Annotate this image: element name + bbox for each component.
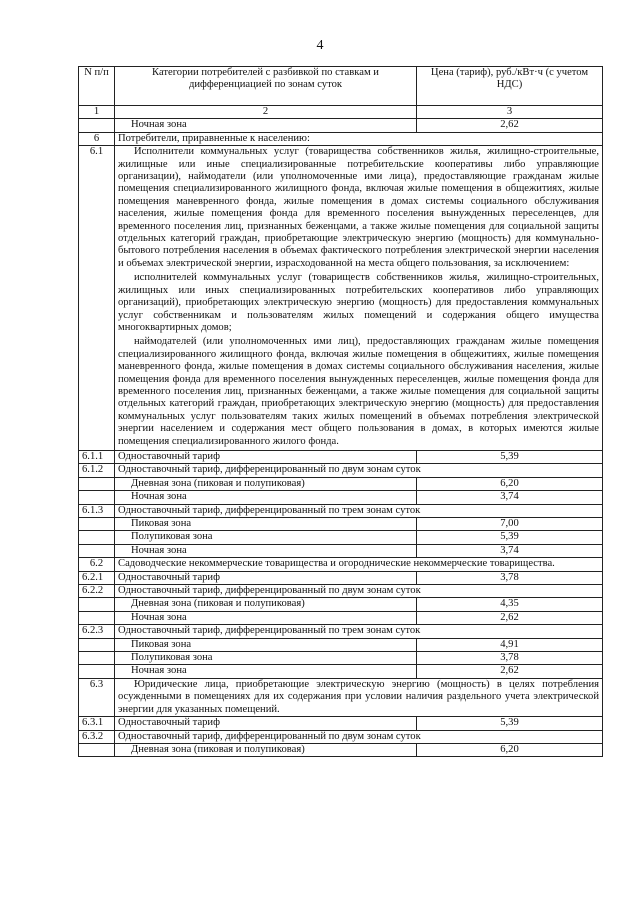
- row-label: Дневная зона (пиковая и полупиковая): [115, 743, 417, 756]
- table-row: [79, 730, 603, 743]
- row-label: Ночная зона: [115, 611, 417, 624]
- table-row: [79, 598, 603, 611]
- row-label: Полупиковая зона: [115, 531, 417, 544]
- row-num: [79, 531, 115, 544]
- row-price: 4,35: [417, 598, 603, 611]
- table-row: [79, 119, 603, 132]
- table-row: [79, 477, 603, 490]
- row-num: [79, 518, 115, 531]
- table-row: [79, 464, 603, 477]
- row-price: 3,74: [417, 491, 603, 504]
- column-index-row: [79, 106, 603, 119]
- row-num: 6.1.2: [79, 464, 115, 477]
- row-num: 6.2.1: [79, 571, 115, 584]
- row-label: Одноставочный тариф, дифференцированный по двум зонам суток: [115, 730, 603, 743]
- table-row: [79, 652, 603, 665]
- row-num: [79, 638, 115, 651]
- table-row: [79, 504, 603, 517]
- row-price: 7,00: [417, 518, 603, 531]
- header-category: Категории потребителей с разбивкой по ставкам и дифференциацией по зонам суток: [115, 67, 417, 106]
- row-num: 6.2.2: [79, 585, 115, 598]
- row-label: Одноставочный тариф, дифференцированный по трем зонам суток: [115, 625, 603, 638]
- index-3: 3: [417, 106, 603, 119]
- table-row: [79, 571, 603, 584]
- table-row: [79, 450, 603, 463]
- table-row: [79, 665, 603, 678]
- table-row: [79, 611, 603, 624]
- row-num: 6.3.1: [79, 717, 115, 730]
- row-label: Ночная зона: [115, 665, 417, 678]
- row-price: 2,62: [417, 665, 603, 678]
- header-num: N п/п: [79, 67, 115, 106]
- paragraph: исполнителей коммунальных услуг (товариществ собственников жилья, жилищно-строительных, жилищных или иных специализированных потребительских кооперативов либо управляющих организаций), приобретающих электрическую энергию (мощность) для предоставления коммунальных услуг собственникам и пользователям жилых помещений и содержания общего имущества многоквартирных домов;: [118, 272, 599, 333]
- row-price: 6,20: [417, 477, 603, 490]
- row-label: Садоводческие некоммерческие товарищества и огороднические некоммерческие товарищества.: [115, 558, 603, 571]
- row-label: Ночная зона: [115, 544, 417, 557]
- table-row: [79, 531, 603, 544]
- row-num: 6: [79, 132, 115, 145]
- row-num: [79, 743, 115, 756]
- row-num: [79, 491, 115, 504]
- table-row: [79, 717, 603, 730]
- row-num: 6.1.3: [79, 504, 115, 517]
- row-num: [79, 652, 115, 665]
- row-price: 3,74: [417, 544, 603, 557]
- page-number: 4: [316, 38, 324, 53]
- row-label: Одноставочный тариф: [115, 571, 417, 584]
- table-row: [79, 625, 603, 638]
- table-row: [79, 491, 603, 504]
- table-row: [79, 544, 603, 557]
- row-price: 2,62: [417, 611, 603, 624]
- row-label: Юридические лица, приобретающие электрическую энергию (мощность) в целях потребления осужденными в помещениях для их содержания при условии наличия раздельного учета электрической энергии для указанных помещений.: [115, 678, 603, 716]
- row-label: Дневная зона (пиковая и полупиковая): [115, 598, 417, 611]
- row-label: Одноставочный тариф, дифференцированный по двум зонам суток: [115, 585, 603, 598]
- row-num: 6.3: [79, 678, 115, 716]
- row-label: Одноставочный тариф: [115, 717, 417, 730]
- row-label: Ночная зона: [115, 491, 417, 504]
- row-num: 6.3.2: [79, 730, 115, 743]
- row-price: 5,39: [417, 531, 603, 544]
- row-num: [79, 611, 115, 624]
- row-price: 5,39: [417, 450, 603, 463]
- row-num: [79, 119, 115, 132]
- row-label: Ночная зона: [115, 119, 417, 132]
- row-price: 3,78: [417, 571, 603, 584]
- row-label: Одноставочный тариф, дифференцированный по трем зонам суток: [115, 504, 603, 517]
- table-row: [79, 146, 603, 451]
- table-row: [79, 132, 603, 145]
- row-num: [79, 544, 115, 557]
- row-num: 6.2.3: [79, 625, 115, 638]
- row-num: [79, 477, 115, 490]
- row-label: Дневная зона (пиковая и полупиковая): [115, 477, 417, 490]
- row-num: 6.2: [79, 558, 115, 571]
- row-num: 6.1: [79, 146, 115, 451]
- row-price: 2,62: [417, 119, 603, 132]
- table-row: [79, 678, 603, 716]
- index-1: 1: [79, 106, 115, 119]
- row-description: [115, 146, 603, 451]
- tariff-table: [78, 66, 603, 757]
- row-price: 5,39: [417, 717, 603, 730]
- row-label: Потребители, приравненные к населению:: [115, 132, 603, 145]
- row-label: Пиковая зона: [115, 518, 417, 531]
- table-row: [79, 585, 603, 598]
- row-num: [79, 598, 115, 611]
- paragraph: наймодателей (или уполномоченных ими лиц), предоставляющих гражданам жилые помещения специализированного жилищного фонда, включая жилые помещения в общежитиях, жилые помещения маневренного фонда, жилые помещения в домах системы социального обслуживания населения, жилые помещения фонда для временного поселения вынужденных переселенцев, жилые помещения фонда для временного поселения лиц, признанных беженцами, а также жилые помещения для социальной защиты отдельных категорий граждан, приобретающих электрическую энергию (мощность) для предоставления коммунальных услуг пользователям таких жилых помещений в объемах потребления электрической энергии населением и содержания мест общего пользования в домах, в которых имеются жилые помещения специализированного жилого фонда.: [118, 336, 599, 447]
- table-row: [79, 558, 603, 571]
- table-header-row: [79, 67, 603, 106]
- header-price: Цена (тариф), руб./кВт·ч (с учетом НДС): [417, 67, 603, 106]
- paragraph: Исполнители коммунальных услуг (товарищества собственников жилья, жилищно-строительные, жилищные или иные специализированные потребительские кооперативы либо управляющие организации), наймодатели (или уполномоченные ими лица), предоставляющие гражданам жилые помещения специализированного жилищного фонда, включая жилые помещения в общежитиях, жилые помещения маневренного фонда, жилые помещения в домах системы социального обслуживания населения, жилые помещения фонда для временного поселения вынужденных переселенцев, для временного поселения лиц, признанных беженцами, а также жилые помещения для социальной защиты отдельных категорий граждан, приобретающие электрическую энергию (мощность) для коммунально-бытового потребления населения в объемах фактического потребления электрической энергии населения и объемах электрической энергии, израсходованной на места общего пользования, за исключением:: [118, 146, 599, 269]
- row-price: 4,91: [417, 638, 603, 651]
- row-num: 6.1.1: [79, 450, 115, 463]
- row-num: [79, 665, 115, 678]
- table-row: [79, 638, 603, 651]
- index-2: 2: [115, 106, 417, 119]
- table-row: [79, 743, 603, 756]
- table-row: [79, 518, 603, 531]
- row-label: Полупиковая зона: [115, 652, 417, 665]
- row-label: Пиковая зона: [115, 638, 417, 651]
- row-price: 3,78: [417, 652, 603, 665]
- row-price: 6,20: [417, 743, 603, 756]
- row-label: Одноставочный тариф: [115, 450, 417, 463]
- row-label: Одноставочный тариф, дифференцированный по двум зонам суток: [115, 464, 603, 477]
